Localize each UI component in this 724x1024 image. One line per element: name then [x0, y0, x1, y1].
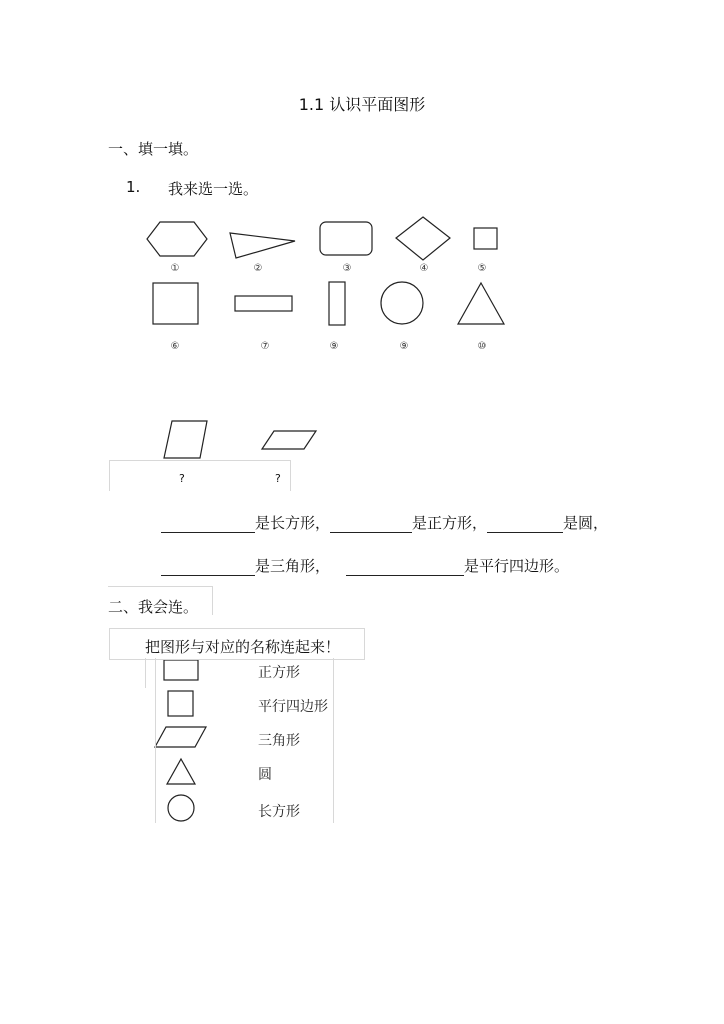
blank-rectangle[interactable] — [161, 518, 255, 533]
fill-text-triangle: 是三角形， — [255, 557, 331, 575]
obtuse-triangle-shape — [230, 233, 295, 258]
match-frame — [155, 658, 334, 823]
blank-square[interactable] — [330, 518, 412, 533]
hexagon-shape — [147, 222, 207, 256]
shape-label-6: ⑥ — [170, 341, 180, 352]
triangle-shape — [458, 283, 504, 324]
rounded-rectangle-shape — [320, 222, 372, 255]
shape-label-5: ⑤ — [477, 263, 487, 274]
fill-text-rectangle: 是长方形， — [255, 514, 331, 532]
question-1-number: 1. — [126, 178, 141, 196]
shape-label-9: ⑨ — [399, 341, 409, 352]
fill-text-circle: 是圆， — [563, 514, 609, 532]
page-title: 1.1 认识平面图形 — [298, 95, 426, 114]
diamond-shape — [396, 217, 450, 260]
shape-label-7: ⑦ — [260, 341, 270, 352]
circle-shape — [381, 282, 423, 324]
tall-rectangle-shape — [329, 282, 345, 325]
match-name-parallelogram[interactable]: 平行四边形 — [258, 699, 328, 715]
instruction-text: 把图形与对应的名称连起来！ — [145, 638, 341, 656]
match-name-triangle[interactable]: 三角形 — [258, 733, 300, 749]
shape-label-1: ① — [170, 263, 180, 274]
match-name-circle[interactable]: 圆 — [258, 767, 272, 783]
shape-label-8: ⑨ — [329, 341, 339, 352]
fill-line-1 — [161, 512, 608, 533]
blank-triangle[interactable] — [161, 561, 255, 576]
blank-parallelogram[interactable] — [346, 561, 464, 576]
shape-label-4: ④ — [419, 263, 429, 274]
parallelogram-frame — [109, 460, 291, 491]
shape-label-3: ③ — [342, 263, 352, 274]
long-rectangle-shape — [235, 296, 292, 311]
section-1-heading: 一、填一填。 — [108, 140, 199, 158]
shape-label-10: ⑩ — [477, 341, 487, 352]
match-name-rectangle[interactable]: 长方形 — [258, 804, 300, 820]
tall-parallelogram-shape — [164, 421, 207, 458]
fill-text-square: 是正方形， — [412, 514, 488, 532]
match-frame-left-edge — [145, 658, 146, 688]
shape-label-2: ② — [253, 263, 263, 274]
flat-parallelogram-shape — [262, 431, 316, 449]
fill-line-2 — [161, 555, 569, 576]
blank-circle[interactable] — [487, 518, 563, 533]
parallelogram-mark-2: ? — [275, 472, 281, 485]
section-2-heading: 二、我会连。 — [108, 598, 199, 616]
square-shape — [153, 283, 198, 324]
match-name-square[interactable]: 正方形 — [258, 665, 300, 681]
parallelogram-mark-1: ? — [179, 472, 185, 485]
question-1-text: 我来选一选。 — [168, 180, 259, 198]
small-square-shape — [474, 228, 497, 249]
fill-text-parallelogram: 是平行四边形。 — [464, 557, 570, 575]
